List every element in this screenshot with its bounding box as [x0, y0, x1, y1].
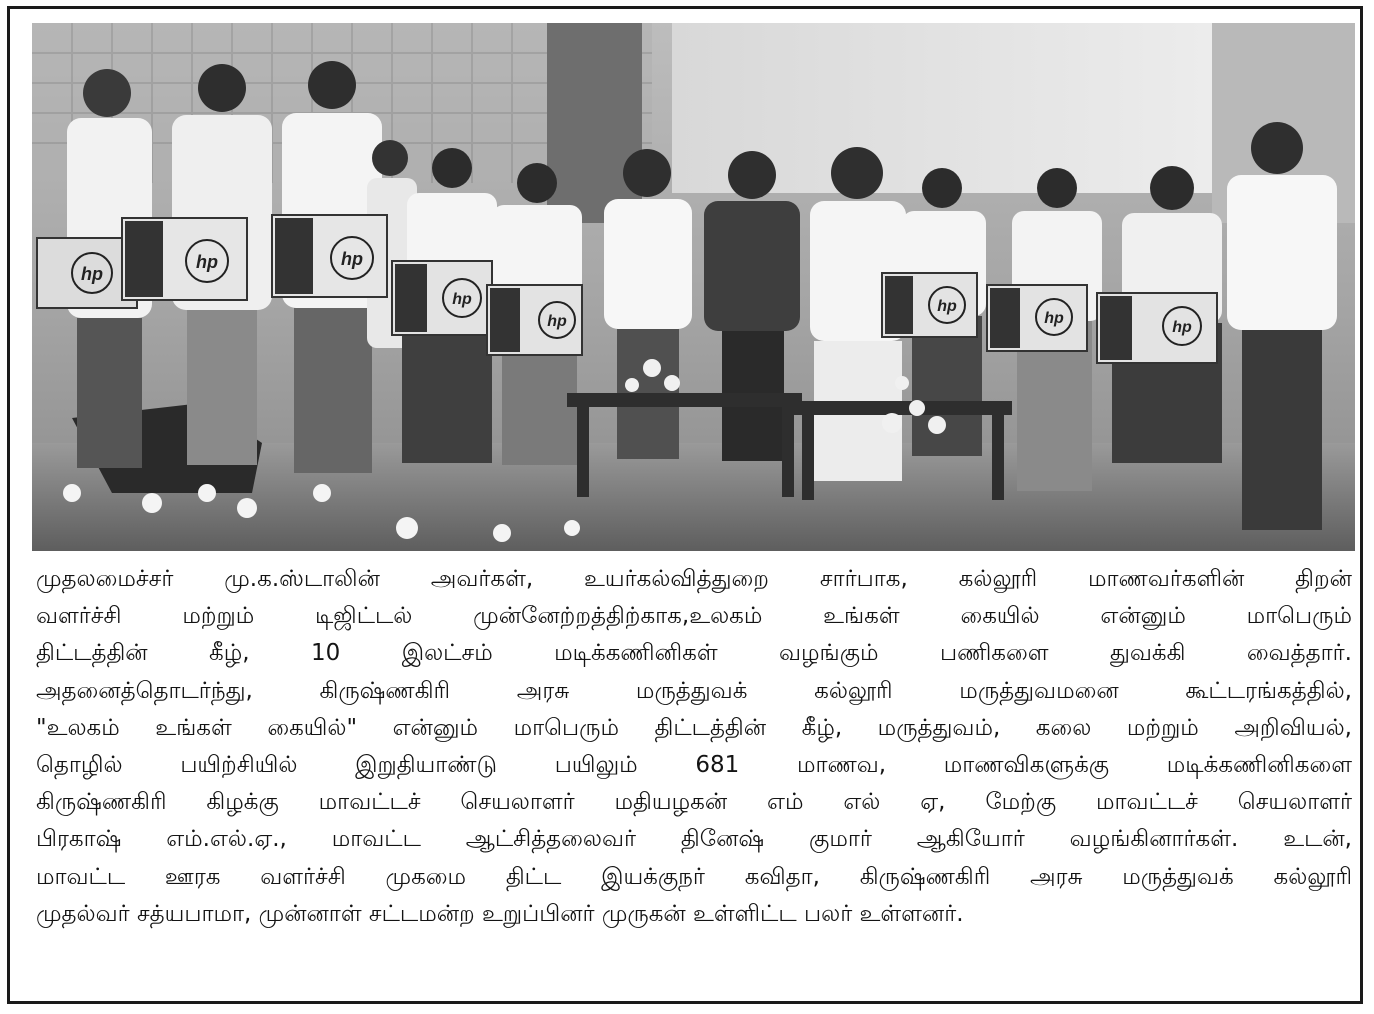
svg-text:hp: hp [196, 252, 218, 272]
laptop-box [487, 285, 582, 355]
svg-text:hp: hp [341, 249, 363, 269]
caption-line: முதல்வர் சத்யபாமா, முன்னாள் சட்டமன்ற உறுப்பினர் முருகன் உள்ளிட்ட பலர் உள்ளனர். [36, 900, 964, 927]
svg-text:hp: hp [81, 264, 103, 284]
svg-text:hp: hp [937, 298, 957, 315]
caption-line: அதனைத்தொடர்ந்து, கிருஷ்ணகிரி அரசு மருத்துவக் கல்லூரி மருத்துவமனை கூட்டரங்கத்தில், [36, 677, 1352, 704]
news-clipping [7, 6, 1363, 1004]
photo-caption [36, 561, 1352, 933]
caption-line: திட்டத்தின் கீழ், 10 இலட்சம் மடிக்கணினிகள் வழங்கும் பணிகளை துவக்கி வைத்தார். [36, 640, 1352, 667]
caption-line: கிருஷ்ணகிரி கிழக்கு மாவட்டச் செயலாளர் மதியழகன் எம் எல் ஏ, மேற்கு மாவட்டச் செயலாளர் [36, 789, 1352, 816]
caption-line: பிரகாஷ் எம்.எல்.ஏ., மாவட்ட ஆட்சித்தலைவர் தினேஷ் குமார் ஆகியோர் வழங்கினார்கள். உடன், [36, 826, 1352, 853]
event-photo [32, 23, 1355, 551]
laptop-box [1097, 293, 1217, 363]
laptop-box [122, 218, 247, 300]
event-photo-illustration [32, 23, 1355, 551]
svg-text:hp: hp [1172, 319, 1192, 336]
svg-text:hp: hp [547, 313, 567, 330]
caption-line: வளர்ச்சி மற்றும் டிஜிட்டல் முன்னேற்றத்திற்காக,உலகம் உங்கள் கையில் என்னும் மாபெரும் [36, 603, 1352, 630]
caption-line: "உலகம் உங்கள் கையில்" என்னும் மாபெரும் திட்டத்தின் கீழ், மருத்துவம், கலை மற்றும் அறிவியல், [36, 714, 1352, 741]
laptop-box [272, 215, 387, 297]
pillar [547, 23, 642, 223]
caption-line: மாவட்ட ஊரக வளர்ச்சி முகமை திட்ட இயக்குநர் கவிதா, கிருஷ்ணகிரி அரசு மருத்துவக் கல்லூரி [36, 863, 1352, 890]
svg-text:hp: hp [452, 291, 472, 308]
laptop-box [882, 273, 977, 337]
laptop-box [392, 261, 492, 335]
svg-text:hp: hp [1044, 310, 1064, 327]
caption-line: முதலமைச்சர் மு.க.ஸ்டாலின் அவர்கள், உயர்கல்வித்துறை சார்பாக, கல்லூரி மாணவர்களின் திறன் [36, 566, 1352, 592]
laptop-box [987, 285, 1087, 351]
caption-line: தொழில் பயிற்சியில் இறுதியாண்டு பயிலும் 681 மாணவ, மாணவிகளுக்கு மடிக்கணினிகளை [36, 752, 1352, 779]
